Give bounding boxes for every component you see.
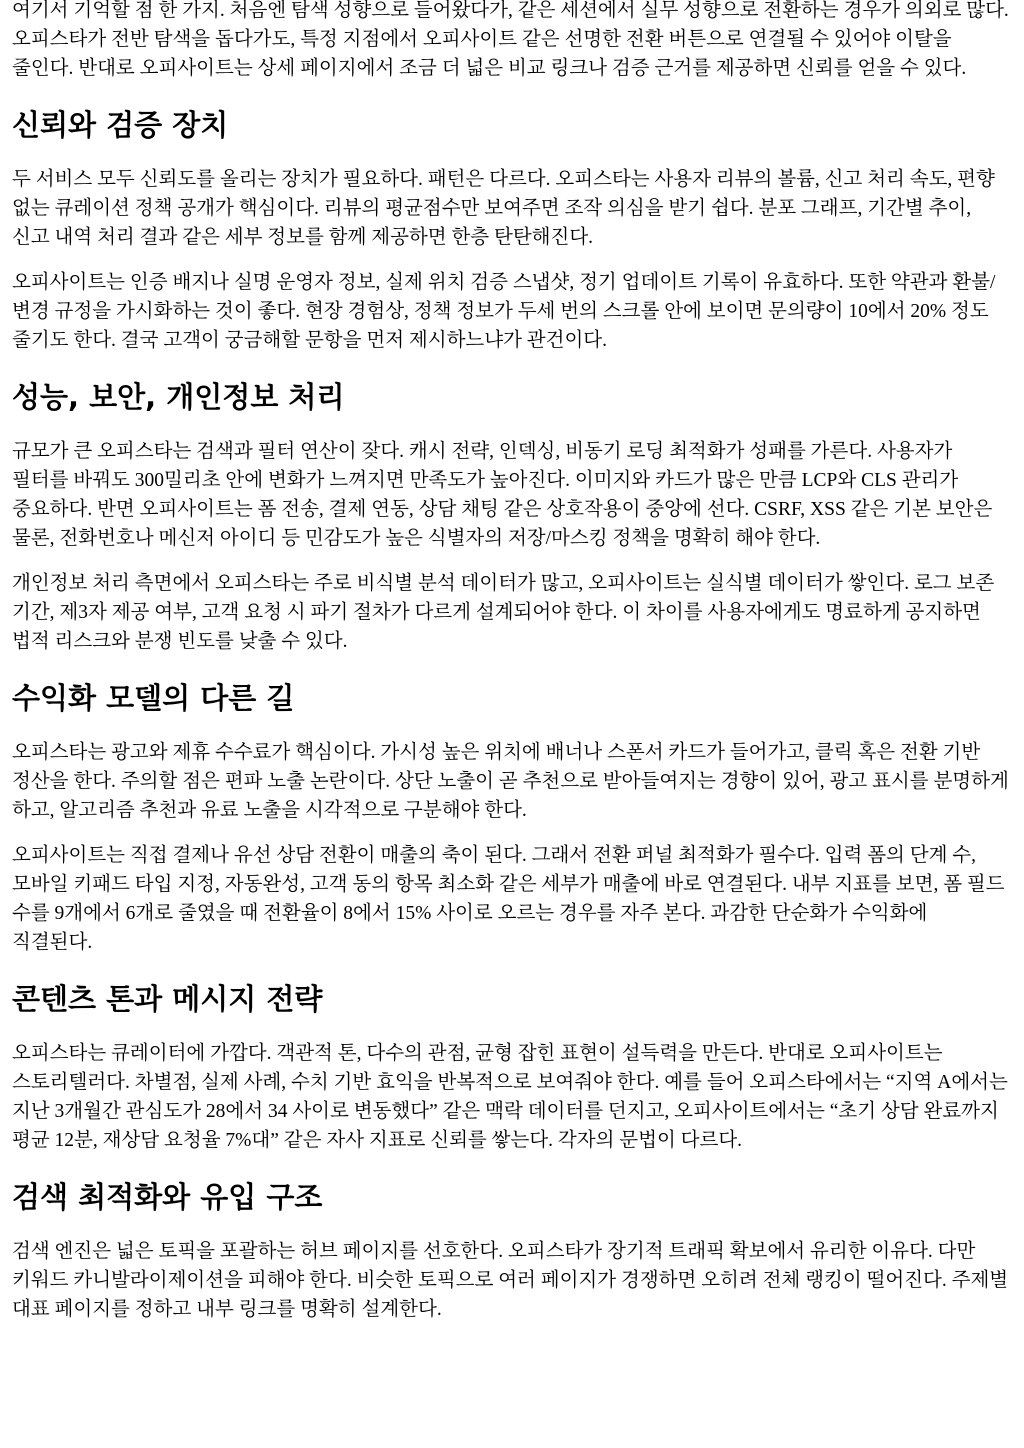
- section-heading-trust: 신뢰와 검증 장치: [12, 108, 229, 142]
- section-heading-seo: 검색 최적화와 유입 구조: [12, 1180, 323, 1214]
- seo-paragraph-1: 검색 엔진은 넓은 토픽을 포괄하는 허브 페이지를 선호한다. 오피스타가 장기적 트래픽 확보에서 유리한 이유다. 다만 키워드 카니발라이제이션을 피해야 한다. 비슷한 토픽으로 여러 페이지가 경쟁하면 오히려 전체 랭킹이 떨어진다. 주제별 대표 페이지를 정하고 내부 링크를 명확히 설계한다.: [12, 1241, 1009, 1320]
- monetization-paragraph-1: 오피스타는 광고와 제휴 수수료가 핵심이다. 가시성 높은 위치에 배너나 스폰서 카드가 들어가고, 클릭 혹은 전환 기반 정산을 한다. 주의할 점은 편파 노출 논란이다. 상단 노출이 곧 추천으로 받아들여지는 경향이 있어, 광고 표시를 분명하게 하고, 알고리즘 추천과 유료 노출을 시각적으로 구분해야 한다.: [12, 742, 1009, 821]
- section-heading-monetization: 수익화 모델의 다른 길: [12, 681, 295, 715]
- section-heading-performance-security: 성능, 보안, 개인정보 처리: [12, 380, 345, 414]
- monetization-paragraph-2: 오피사이트는 직접 결제나 유선 상담 전환이 매출의 축이 된다. 그래서 전환 퍼널 최적화가 필수다. 입력 폼의 단계 수, 모바일 키패드 타입 지정, 자동완성, 고객 동의 항목 최소화 같은 세부가 매출에 바로 연결된다. 내부 지표를 보면, 폼 필드 수를 9개에서 6개로 줄였을 때 전환율이 8에서 15% 사이로 오르는 경우를 자주 본다. 과감한 단순화가 수익화에 직결된다.: [12, 845, 1005, 953]
- intro-paragraph: 여기서 기억할 점 한 가지. 처음엔 탐색 성향으로 들어왔다가, 같은 세션에서 실무 성향으로 전환하는 경우가 의외로 많다. 오피스타가 전반 탐색을 돕다가도, 특정 지점에서 오피사이트 같은 선명한 전환 버튼으로 연결될 수 있어야 이탈을 줄인다. 반대로 오피사이트는 상세 페이지에서 조금 더 넓은 비교 링크나 검증 근거를 제공하면 신뢰를 얻을 수 있다.: [12, 0, 1009, 79]
- content-tone-paragraph-1: 오피스타는 큐레이터에 가깝다. 객관적 톤, 다수의 관점, 균형 잡힌 표현이 설득력을 만든다. 반대로 오피사이트는 스토리텔러다. 차별점, 실제 사례, 수치 기반 효익을 반복적으로 보여줘야 한다. 예를 들어 오피스타에서는 “지역 A에서는 지난 3개월간 관심도가 28에서 34 사이로 변동했다” 같은 맥락 데이터를 던지고, 오피사이트에서는 “초기 상담 완료까지 평균 12분, 재상담 요청율 7%대” 같은 자사 지표로 신뢰를 쌓는다. 각자의 문법이 다르다.: [12, 1043, 1008, 1151]
- trust-paragraph-1: 두 서비스 모두 신뢰도를 올리는 장치가 필요하다. 패턴은 다르다. 오피스타는 사용자 리뷰의 볼륨, 신고 처리 속도, 편향 없는 큐레이션 정책 공개가 핵심이다. 리뷰의 평균점수만 보여주면 조작 의심을 받기 쉽다. 분포 그래프, 기간별 추이, 신고 내역 처리 결과 같은 세부 정보를 함께 제공하면 한층 탄탄해진다.: [12, 169, 995, 248]
- performance-paragraph-2: 개인정보 처리 측면에서 오피스타는 주로 비식별 분석 데이터가 많고, 오피사이트는 실식별 데이터가 쌓인다. 로그 보존 기간, 제3자 제공 여부, 고객 요청 시 파기 절차가 다르게 설계되어야 한다. 이 차이를 사용자에게도 명료하게 공지하면 법적 리스크와 분쟁 빈도를 낮출 수 있다.: [12, 573, 995, 652]
- trust-paragraph-2: 오피사이트는 인증 배지나 실명 운영자 정보, 실제 위치 검증 스냅샷, 정기 업데이트 기록이 유효하다. 또한 약관과 환불/변경 규정을 가시화하는 것이 좋다. 현장 경험상, 정책 정보가 두세 번의 스크롤 안에 보이면 문의량이 10에서 20% 정도 줄기도 한다. 결국 고객이 궁금해할 문항을 먼저 제시하느냐가 관건이다.: [12, 272, 996, 351]
- performance-paragraph-1: 규모가 큰 오피스타는 검색과 필터 연산이 잦다. 캐시 전략, 인덱싱, 비동기 로딩 최적화가 성패를 가른다. 사용자가 필터를 바꿔도 300밀리초 안에 변화가 느껴지면 만족도가 높아진다. 이미지와 카드가 많은 만큼 LCP와 CLS 관리가 중요하다. 반면 오피사이트는 폼 전송, 결제 연동, 상담 채팅 같은 상호작용이 중앙에 선다. CSRF, XSS 같은 기본 보안은 물론, 전화번호나 메신저 아이디 등 민감도가 높은 식별자의 저장/마스킹 정책을 명확히 해야 한다.: [12, 441, 993, 549]
- section-heading-content-tone: 콘텐츠 톤과 메시지 전략: [12, 982, 323, 1016]
